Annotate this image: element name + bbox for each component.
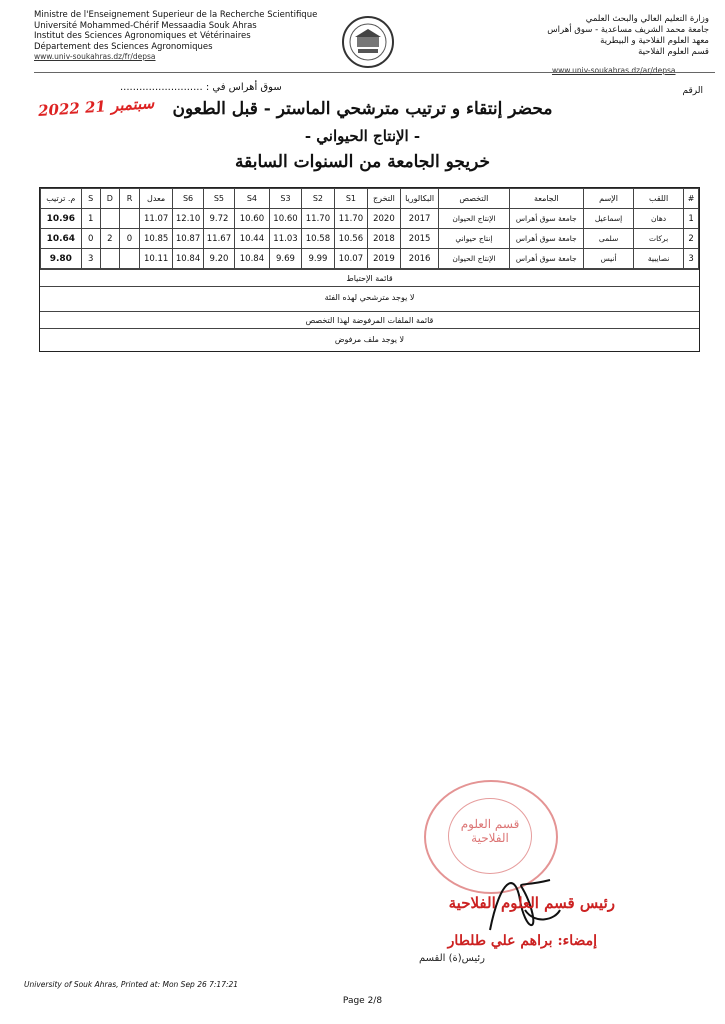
header-divider bbox=[34, 72, 715, 73]
stamp-text: قسم العلوم الفلاحية bbox=[460, 817, 520, 845]
col-header: التخصص bbox=[439, 189, 509, 209]
cell-s1: 10.07 bbox=[334, 249, 367, 269]
cell-university: جامعة سوق أهراس bbox=[509, 209, 584, 229]
cell-d bbox=[100, 209, 119, 229]
cell-s4: 10.84 bbox=[234, 249, 269, 269]
website-link-ar[interactable]: www.univ-soukahras.dz/ar/depsa bbox=[552, 66, 676, 75]
header-french bbox=[34, 10, 317, 63]
rejected-list-heading: قائمة الملفات المرفوضة لهذا التخصص bbox=[40, 311, 699, 329]
cell-s3: 10.60 bbox=[270, 209, 302, 229]
cell-surname: نصايبية bbox=[634, 249, 684, 269]
category-title: خريجو الجامعة من السنوات السابقة bbox=[235, 152, 490, 172]
document-title: محضر إنتقاء و ترتيب مترشحي الماستر - قبل الطعون bbox=[172, 99, 553, 119]
reserve-list-heading: قائمة الإحتياط bbox=[40, 269, 699, 287]
university-ar: جامعة محمد الشريف مساعدية - سوق أهراس bbox=[547, 25, 709, 35]
cell-bac: 2016 bbox=[400, 249, 438, 269]
institute-ar: معهد العلوم الفلاحية و البيطرية bbox=[600, 36, 709, 46]
cell-average: 10.11 bbox=[140, 249, 173, 269]
table-row bbox=[41, 229, 699, 249]
cell-specialty: الإنتاج الحيوان bbox=[439, 249, 509, 269]
results-table-frame bbox=[39, 187, 700, 352]
cell-graduation: 2020 bbox=[367, 209, 400, 229]
cell-rank-score: 10.96 bbox=[41, 209, 82, 229]
col-header: م. ترتيب bbox=[41, 189, 82, 209]
col-header: اللقب bbox=[634, 189, 684, 209]
table-header-row bbox=[41, 189, 699, 209]
cell-s: 0 bbox=[81, 229, 100, 249]
cell-university: جامعة سوق أهراس bbox=[509, 229, 584, 249]
page-number: Page 2/8 bbox=[342, 996, 383, 1006]
table-row bbox=[41, 209, 699, 229]
cell-firstname: إسماعيل bbox=[584, 209, 634, 229]
cell-s3: 11.03 bbox=[270, 229, 302, 249]
cell-d: 2 bbox=[100, 229, 119, 249]
header-arabic bbox=[547, 14, 709, 58]
cell-s1: 11.70 bbox=[334, 209, 367, 229]
cell-surname: بركات bbox=[634, 229, 684, 249]
institute-fr: Institut des Sciences Agronomiques et Vétérinaires bbox=[34, 31, 251, 41]
col-header: S5 bbox=[204, 189, 235, 209]
cell-graduation: 2019 bbox=[367, 249, 400, 269]
cell-s3: 9.69 bbox=[270, 249, 302, 269]
cell-index: 3 bbox=[684, 249, 699, 269]
department-fr: Département des Sciences Agronomiques bbox=[34, 41, 213, 52]
col-header: S6 bbox=[173, 189, 204, 209]
cell-firstname: سلمى bbox=[584, 229, 634, 249]
university-seal-icon bbox=[341, 15, 395, 69]
col-header: S bbox=[81, 189, 100, 209]
cell-bac: 2015 bbox=[400, 229, 438, 249]
col-header: الجامعة bbox=[509, 189, 584, 209]
cell-s4: 10.60 bbox=[234, 209, 269, 229]
cell-average: 11.07 bbox=[140, 209, 173, 229]
reference-number: الرقم bbox=[682, 86, 703, 96]
col-header: # bbox=[684, 189, 699, 209]
cell-s6: 10.87 bbox=[173, 229, 204, 249]
cell-d bbox=[100, 249, 119, 269]
cell-s6: 10.84 bbox=[173, 249, 204, 269]
table-row bbox=[41, 249, 699, 269]
cell-s5: 9.20 bbox=[204, 249, 235, 269]
col-header: D bbox=[100, 189, 119, 209]
col-header: الإسم bbox=[584, 189, 634, 209]
cell-index: 1 bbox=[684, 209, 699, 229]
cell-s2: 9.99 bbox=[301, 249, 334, 269]
cell-index: 2 bbox=[684, 229, 699, 249]
cell-graduation: 2018 bbox=[367, 229, 400, 249]
cell-s4: 10.44 bbox=[234, 229, 269, 249]
signatory-role: رئيس(ة) القسم bbox=[418, 953, 485, 964]
cell-firstname: أنيس bbox=[584, 249, 634, 269]
col-header: R bbox=[119, 189, 139, 209]
cell-s1: 10.56 bbox=[334, 229, 367, 249]
print-footer: University of Souk Ahras, Printed at: Mon Sep 26 7:17:21 bbox=[24, 980, 239, 989]
cell-average: 10.85 bbox=[140, 229, 173, 249]
signatory-name: إمضاء: براهم علي طلطار bbox=[447, 933, 597, 949]
results-table bbox=[40, 188, 699, 269]
cell-specialty: إنتاج حيواني bbox=[439, 229, 509, 249]
cell-r bbox=[119, 249, 139, 269]
col-header: البكالوريا bbox=[400, 189, 438, 209]
reserve-list-empty: لا يوجد مترشحي لهذه الفئة bbox=[40, 286, 699, 307]
col-header: S3 bbox=[270, 189, 302, 209]
cell-surname: دهان bbox=[634, 209, 684, 229]
col-header: S2 bbox=[301, 189, 334, 209]
rejected-list-empty: لا يوجد ملف مرفوض bbox=[40, 328, 699, 351]
cell-bac: 2017 bbox=[400, 209, 438, 229]
place-date: سوق أهراس في : .......................... bbox=[120, 82, 282, 93]
signatory-title: رئيس قسم العلوم الفلاحية bbox=[448, 894, 615, 912]
department-ar: قسم العلوم الفلاحية bbox=[638, 47, 709, 57]
cell-s2: 10.58 bbox=[301, 229, 334, 249]
cell-university: جامعة سوق أهراس bbox=[509, 249, 584, 269]
cell-r: 0 bbox=[119, 229, 139, 249]
cell-s: 1 bbox=[81, 209, 100, 229]
website-link-fr[interactable]: www.univ-soukahras.dz/fr/depsa bbox=[34, 52, 156, 61]
cell-s6: 12.10 bbox=[173, 209, 204, 229]
specialty-title: - الإنتاج الحيواني - bbox=[304, 127, 421, 145]
col-header: التخرج bbox=[367, 189, 400, 209]
cell-s5: 9.72 bbox=[204, 209, 235, 229]
cell-rank-score: 10.64 bbox=[41, 229, 82, 249]
cell-s2: 11.70 bbox=[301, 209, 334, 229]
ministry-ar: وزارة التعليم العالي والبحث العلمي bbox=[585, 14, 709, 24]
cell-s5: 11.67 bbox=[204, 229, 235, 249]
col-header: S1 bbox=[334, 189, 367, 209]
university-fr: Université Mohammed-Chérif Messaadia Souk Ahras bbox=[34, 20, 257, 31]
cell-s: 3 bbox=[81, 249, 100, 269]
col-header: معدل bbox=[140, 189, 173, 209]
cell-specialty: الإنتاج الحيوان bbox=[439, 209, 509, 229]
col-header: S4 bbox=[234, 189, 269, 209]
cell-r bbox=[119, 209, 139, 229]
handwritten-date: 2022 سبتمبر 21 bbox=[37, 93, 155, 121]
ministry-fr: Ministre de l'Enseignement Superieur de la Recherche Scientifique bbox=[34, 10, 318, 20]
cell-rank-score: 9.80 bbox=[41, 249, 82, 269]
